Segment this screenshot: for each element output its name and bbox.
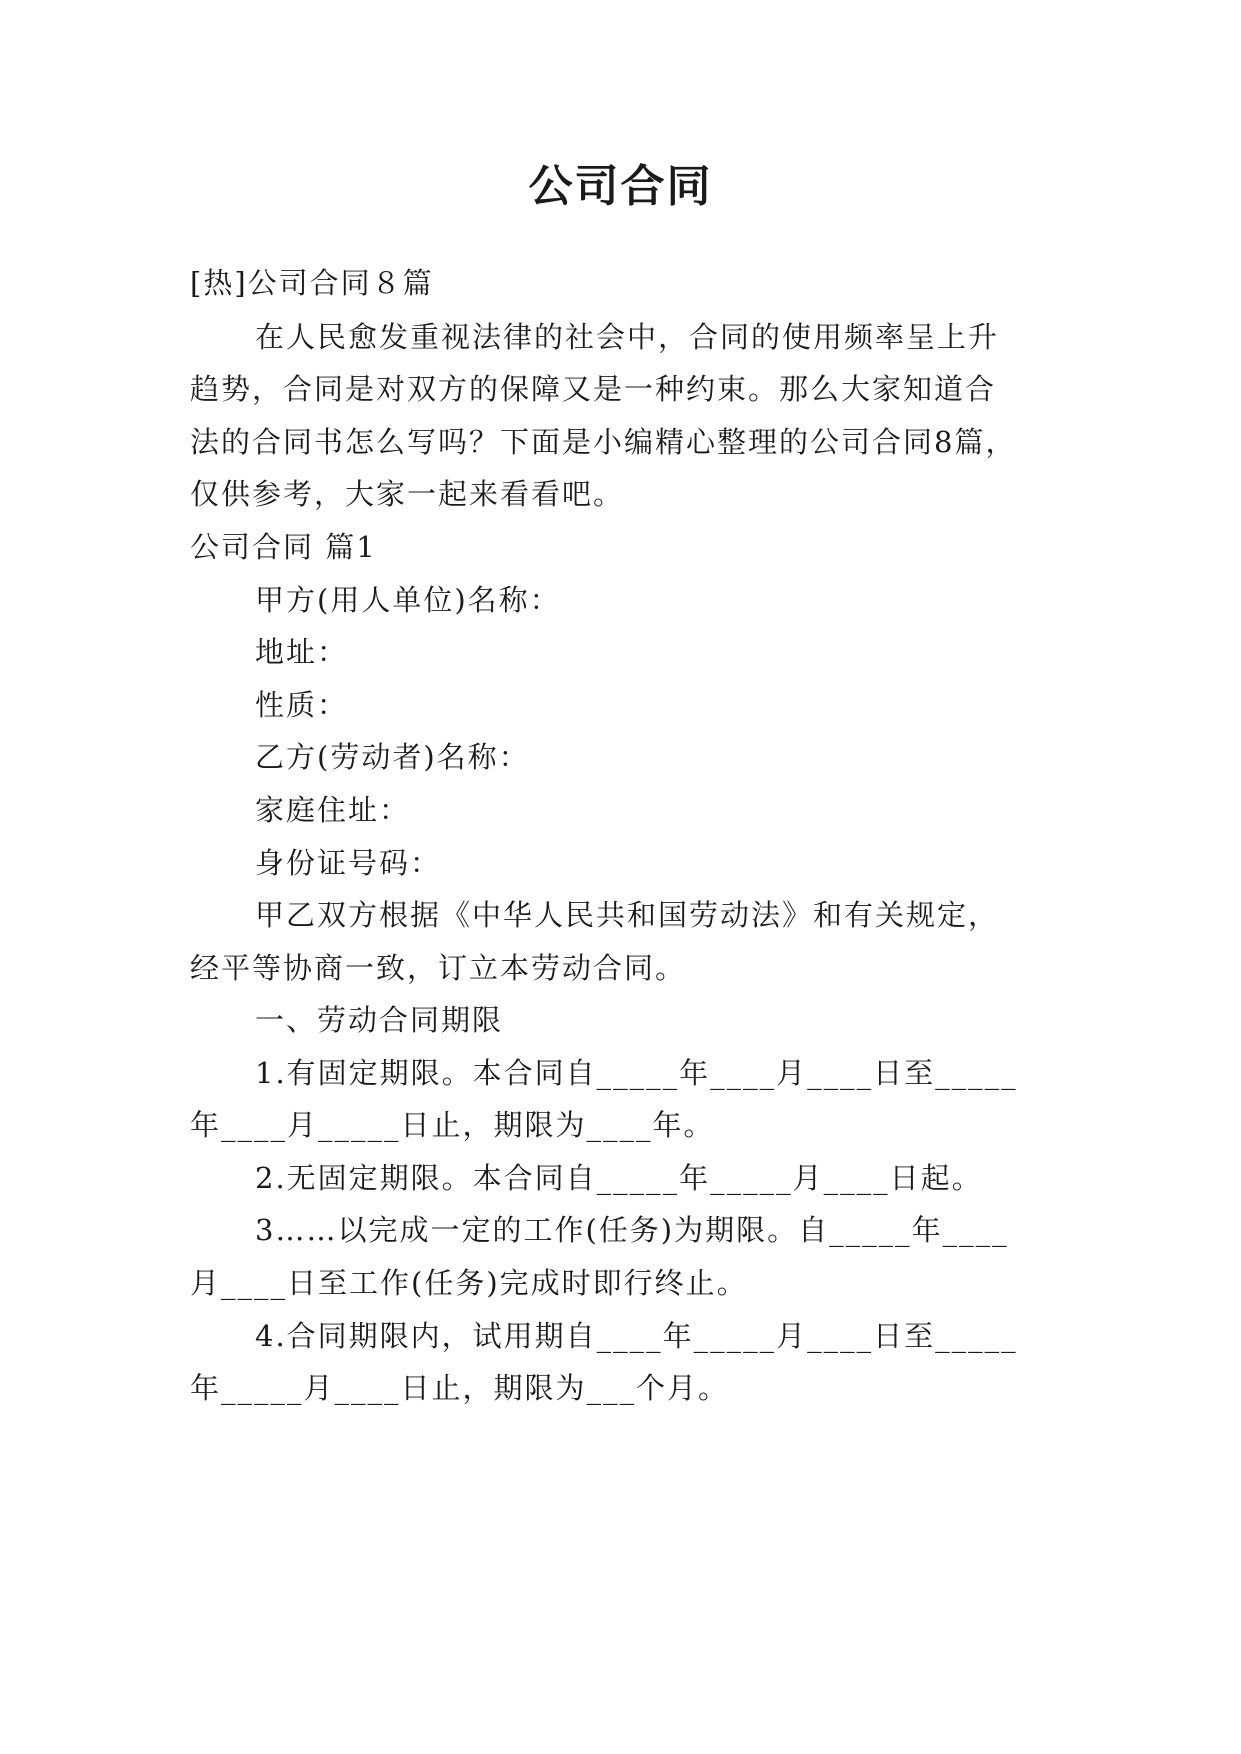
intro-line-4: 仅供参考，大家一起来看看吧。 <box>190 477 625 511</box>
clause-line-6: 4.合同期限内，试用期自____年_____月____日至_____ <box>255 1319 1018 1353</box>
field-id-number: 身份证号码： <box>255 846 442 880</box>
section-title: 公司合同 篇1 <box>190 530 377 564</box>
field-home-address: 家庭住址： <box>255 793 411 827</box>
document-title: 公司合同 <box>528 161 713 212</box>
clause-line-2: 年____月_____日止，期限为____年。 <box>190 1108 715 1142</box>
field-address: 地址： <box>255 635 349 669</box>
intro-line-1: 在人民愈发重视法律的社会中，合同的使用频率呈上升 <box>255 320 1000 354</box>
intro-line-2: 趋势，合同是对双方的保障又是一种约束。那么大家知道合 <box>190 372 997 406</box>
field-employee-name: 乙方(劳动者)名称： <box>255 740 530 774</box>
clause-line-4: 3……以完成一定的工作(任务)为期限。自_____年____ <box>255 1213 1009 1247</box>
clause-line-1: 1.有固定期限。本合同自_____年____月____日至_____ <box>255 1056 1018 1090</box>
document-heading: [热]公司合同８篇 <box>190 266 434 300</box>
clause-heading: 一、劳动合同期限 <box>255 1003 504 1037</box>
clause-line-5: 月____日至工作(任务)完成时即行终止。 <box>190 1266 748 1300</box>
field-nature: 性质： <box>255 688 349 722</box>
field-employer-name: 甲方(用人单位)名称： <box>255 583 561 617</box>
basis-line-2: 经平等协商一致，订立本劳动合同。 <box>190 951 687 985</box>
clause-line-7: 年_____月____日止，期限为___个月。 <box>190 1371 730 1405</box>
basis-line-1: 甲乙双方根据《中华人民共和国劳动法》和有关规定， <box>255 898 1000 932</box>
intro-line-3: 法的合同书怎么写吗？下面是小编精心整理的公司合同8篇， <box>190 425 1017 459</box>
clause-line-3: 2.无固定期限。本合同自_____年_____月____日起。 <box>255 1161 983 1195</box>
